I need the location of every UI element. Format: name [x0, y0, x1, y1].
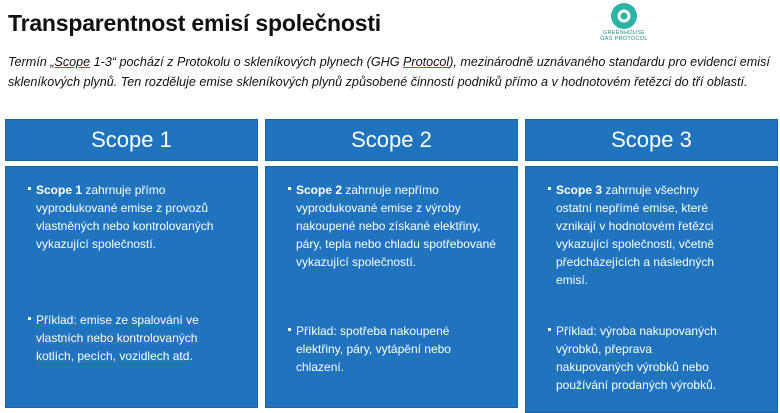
bullet-icon: [28, 187, 31, 190]
scope-3-example: Příklad: výroba nakupovaných výrobků, přeprava nakupovaných výrobků nebo používání prodaných výrobků.: [556, 324, 717, 392]
scope-3-body: [525, 166, 778, 413]
intro-scope-word: Scope: [54, 55, 91, 69]
scope-1-column: [5, 119, 258, 408]
bullet-icon: [548, 328, 551, 331]
scope-3-heading: Scope 3: [525, 119, 778, 161]
bullet-icon: [288, 187, 291, 190]
scope-1-example: Příklad: emise ze spalování ve vlastních nebo kontrolovaných kotlích, pecích, vozidlech atd.: [36, 311, 226, 365]
scope-2-description: Scope 2 zahrnuje nepřímo vyprodukované emise z výroby nakoupené nebo získané elektřiny, páry, tepla nebo chladu spotřebované vykazující společností.: [296, 181, 496, 271]
scope-3-column: [525, 119, 778, 413]
scope-1-body: [5, 166, 258, 408]
page-title: Transparentnost emisí společnosti: [8, 10, 382, 36]
logo-line-1: GREENHOUSE: [602, 30, 646, 36]
scope-2-example: Příklad: spotřeba nakoupené elektřiny, páry, vytápění nebo chlazení.: [296, 324, 451, 374]
scope-3-description: Scope 3 zahrnuje všechny ostatní nepřímé emise, které vznikají v hodnotovém řetězci vykazující společnosti, včetně předcházejících a následných emisí.: [556, 181, 726, 289]
logo-line-2: GAS PROTOCOL: [600, 36, 648, 42]
scope-2-body: [265, 166, 518, 408]
scope-1-description: Scope 1 zahrnuje přímo vyprodukované emise z provozů vlastněných nebo kontrolovaných vykazující společností.: [36, 181, 222, 253]
bullet-icon: [28, 317, 31, 320]
intro-paragraph: Termín „Scope 1-3“ pochází z Protokolu o skleníkových plynech (GHG Protocol), mezinárodně uznávaného standardu pro evidenci emisí skleníkových plynů. Ten rozděluje emise skleníkových plynů způsobené činností podniků přímo a v hodnotovém řetězci do tří oblastí.: [8, 55, 770, 89]
bullet-icon: [548, 187, 551, 190]
bullet-icon: [288, 328, 291, 331]
scope-2-heading: Scope 2: [265, 119, 518, 161]
intro-protocol-word: Protocol: [403, 55, 450, 69]
ghg-protocol-logo: [588, 2, 660, 42]
ghg-logo-icon: [610, 2, 638, 30]
scope-1-heading: Scope 1: [5, 119, 258, 161]
scope-2-column: [265, 119, 518, 408]
